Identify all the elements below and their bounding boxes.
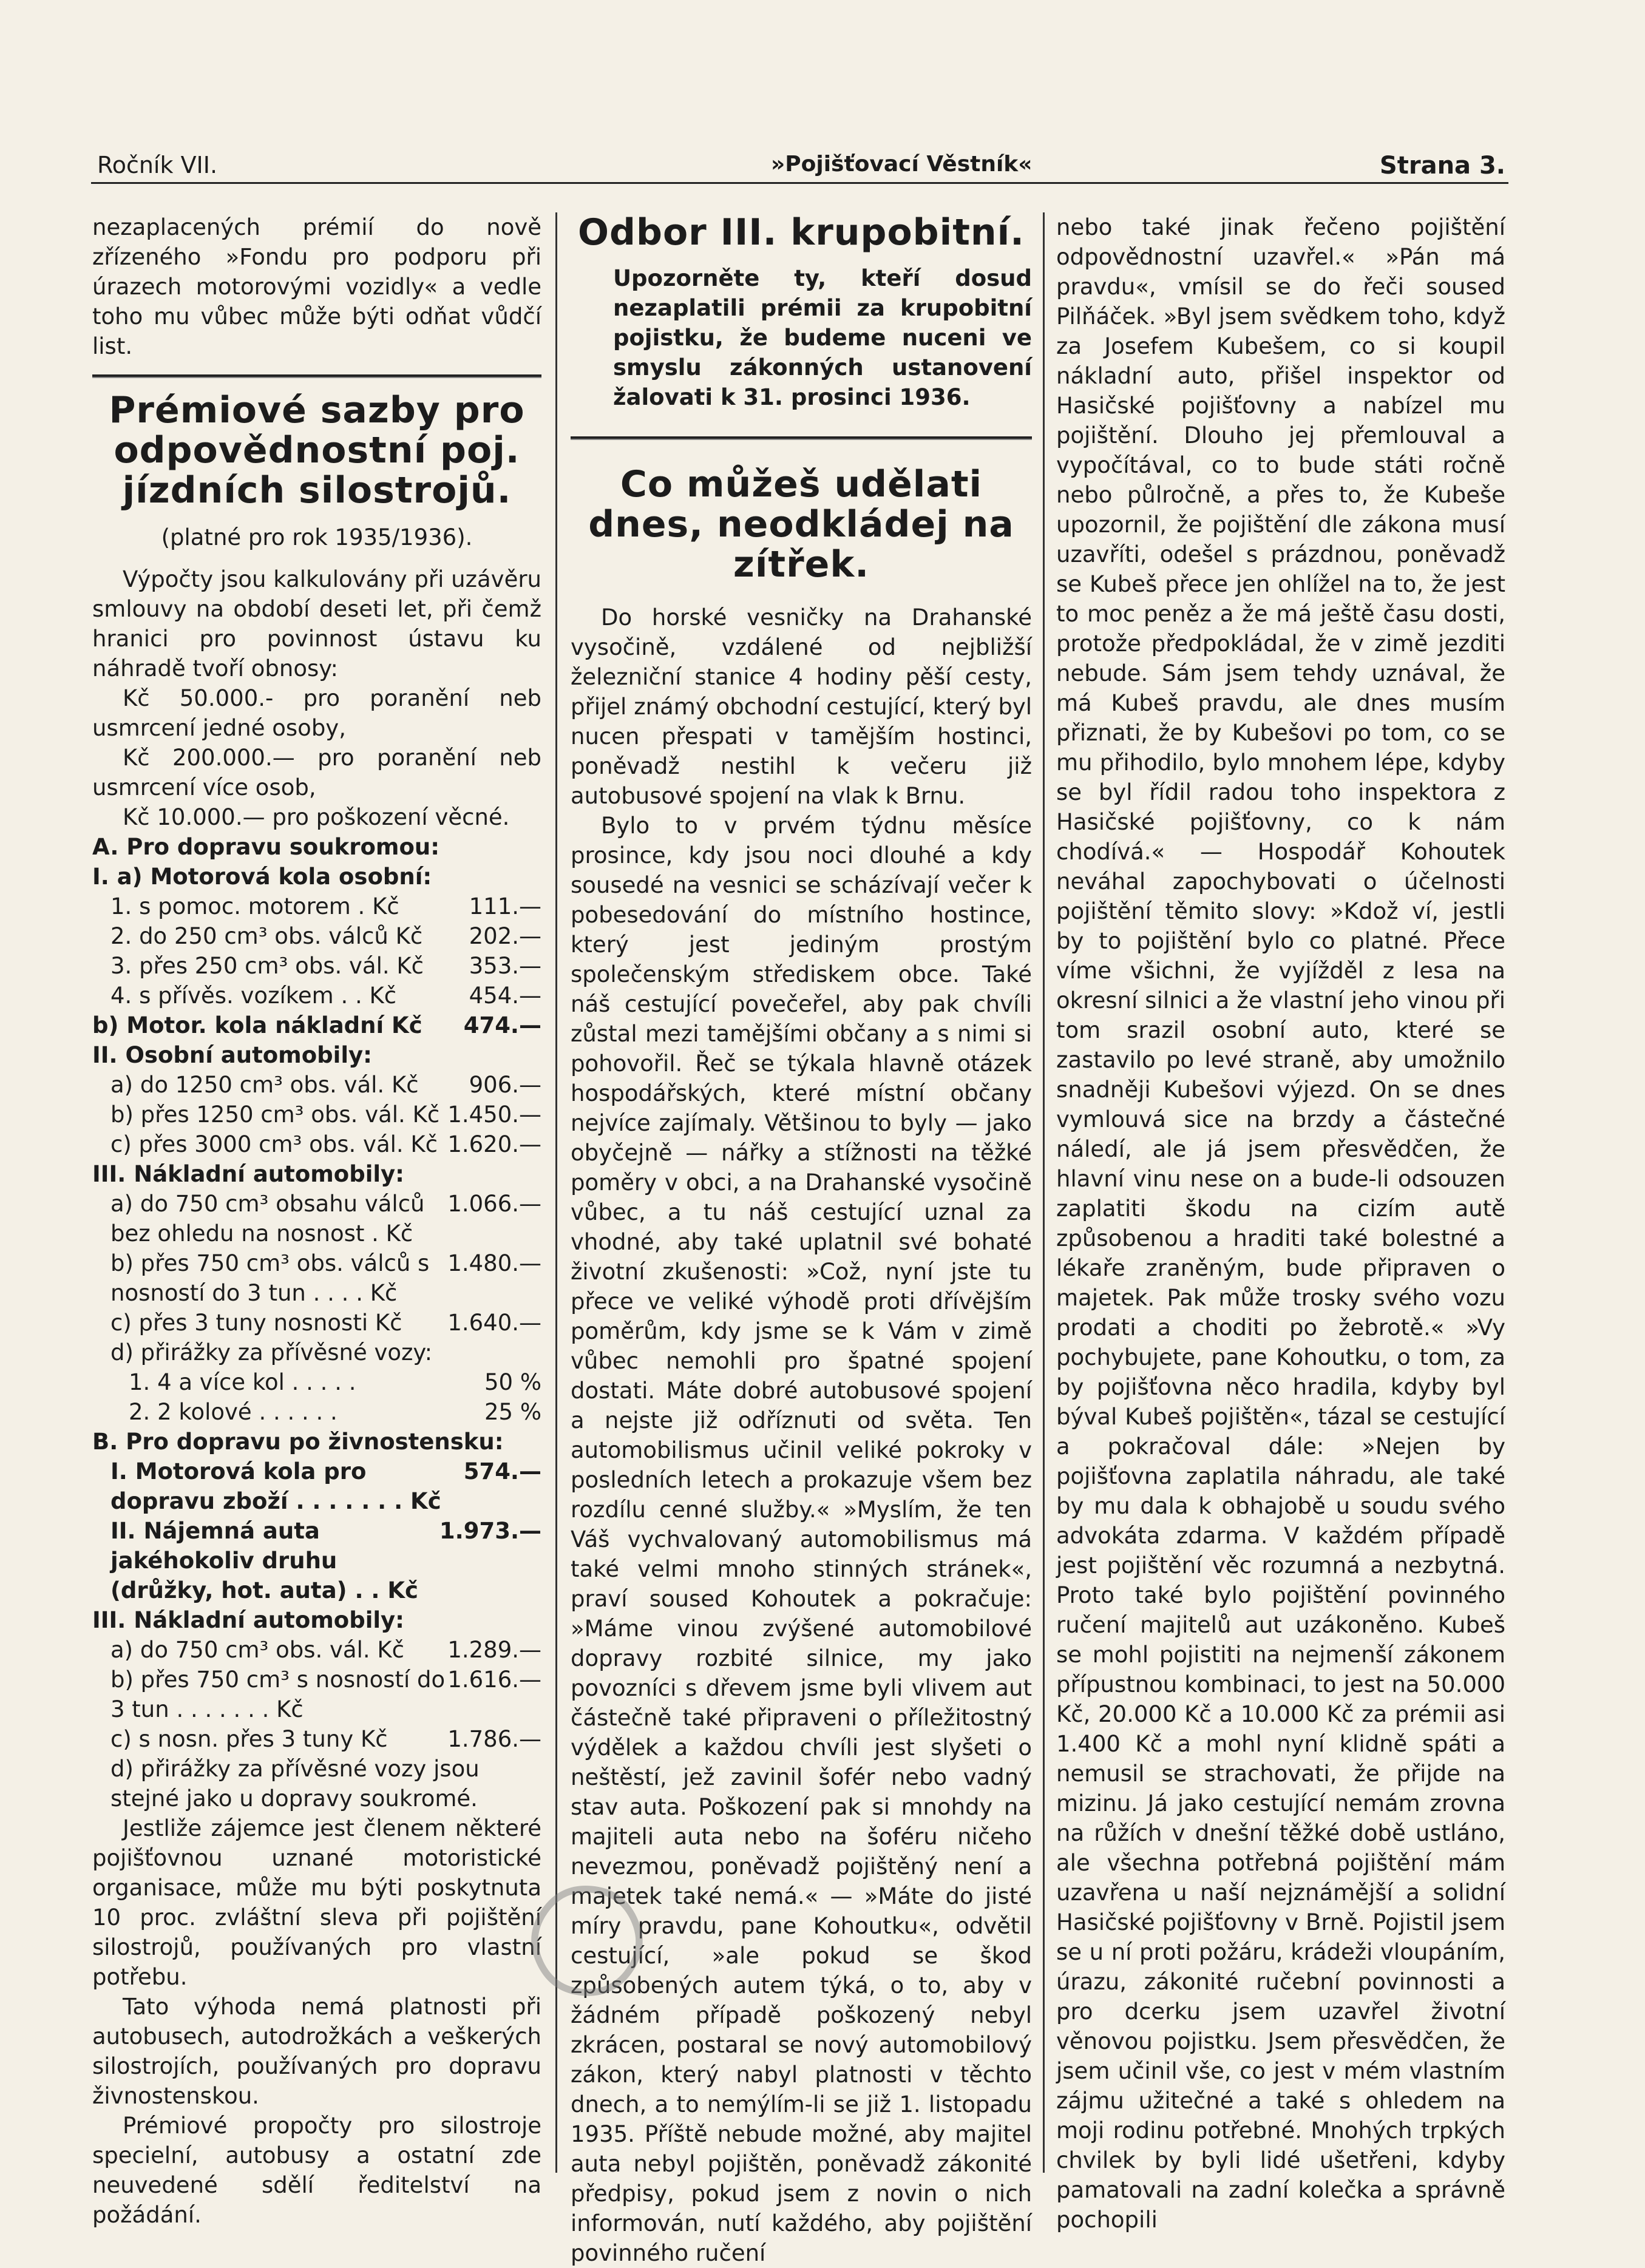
rate-label: II. Nájemná auta jakéhokoliv druhu (drůžky, hot. auta) . . Kč <box>110 1518 418 1603</box>
faint-stamp: ◯ <box>501 1849 666 2016</box>
paragraph: Do horské vesničky na Drahanské vysočině, vzdálené od nejbližší železniční stanice 4 hodiny pěší cesty, přijel známý obchodní cestující, který byl nucen přespati v tamějším hostinci, poněvadž nestihl k večeru již autobusové spojení na vlak k Brnu. <box>571 604 1032 809</box>
rate-price: 1.450.— <box>447 1102 541 1128</box>
amount-line: Kč 10.000.— pro poškození věcné. <box>123 804 510 830</box>
rate-label: b) Motor. kola nákladní Kč <box>92 1012 422 1038</box>
volume-label: Ročník VII. <box>97 152 218 178</box>
paragraph: Jestliže zájemce jest členem některé pojišťovnou uznané motoristické organisace, může mu býti poskytnuta 10 proc. zvláštní sleva při pojištění silostrojů, používaných pro vlastní potřebu. <box>92 1815 541 1990</box>
rate-price: 202.— <box>469 923 541 949</box>
rate-label: b) přes 750 cm³ s nosností do 3 tun . . . . . . . Kč <box>110 1667 446 1722</box>
rate-price: 1.973.— <box>439 1518 541 1544</box>
paragraph: nebo také jinak řečeno pojištění odpovědnostní uzavřel.« »Pán má pravdu«, vmísil se do řeči soused Pilňáček. »Byl jsem svědkem toho, když za Josefem Kubešem, co si koupil nákladní auto, přišel inspektor od Hasičské pojišťovny a nabízel mu pojištění. Dlouho jej přemlouval a vypočítával, co to bude státi ročně nebo půlročně, a přes to, že Kubeše upozornil, že pojištění dle zákona musí uzavříti, odešel s prázdnou, poněvadž se Kubeš přece jen ohlížel na to, že jest to moc peněz a že má ještě času dosti, protože předpokládal, že v zimě jezditi nebude. Sám jsem tehdy uznával, že má Kubeš pravdu, ale dnes musím přiznati, že by Kubešovi po tom, co se mu přihodilo, bylo mnohem lépe, kdyby se byl řídil radou toho inspektora z Hasičské pojišťovny, co k nám chodívá.« — Hospodář Kohoutek neváhal zapochybovati o účelnosti pojištění těmito slovy: »Kdož ví, jestli by to pojištění bylo co platné. Přece víme všichni, že vyjížděl z lesa na okresní silnici a že vlastní jeho vinou při tom srazil osobní auto, které se zastavilo po levé straně, aby umožnilo snadněji Kubešovi výjezd. On se dnes vymlouvá sice na brzdy a částečné náledí, ale já jsem přesvědčen, že hlavní vinu nese on a bude-li odsouzen zaplatiti škodu na cizím autě způsobenou a hraditi také bolestné a lékaře zraněným, bude připraven o majetek. Pak může trosky svého vozu prodati a choditi po žebrotě.« »Vy pochybujete, pane Kohoutku, o tom, za by pojišťovna něco hradila, kdyby byl býval Kubeš pojištěn«, tázal se cestující a pokračoval dále: »Nejen by pojišťovna zaplatila náhradu, ale také by mu dala k obhajobě u soudu svého advokáta zdarma. V každém případě jest pojištění věc rozumná a nezbytná. Proto také bylo pojištění povinného ručení majitelů aut uzákoněno. Kubeš se mohl pojistiti na nejmenší zákonem přípustnou kombinaci, to jest na 50.000 Kč, 20.000 Kč a 10.000 Kč za prémii asi 1.400 Kč a mohl nyní klidně spáti a nemusil se strachovati, že přijde na mizinu. Já jako cestující nemám zrovna na růžích v dnešní těžké době ustláno, ale všechna potřebná pojištění mám uzavřena u naší nejznámější a solidní Hasičské pojišťovny v Brně. Pojistil jsem se u ní proti požáru, krádeži vloupáním, úrazu, zákonité ručební povinnosti a pro dcerku jsem uzavřel životní věnovou pojistku. Jsem přesvědčen, že jsem učinil vše, co jest v mém vlastním zájmu užitečné a také s ohledem na moji rodinu potřebné. Mnohých trpkých chvilek by byli lidé ušetřeni, kdyby pamatovali na zadní kolečka a správně pochopili <box>1056 214 1505 2233</box>
rate-label: I. Motorová kola pro dopravu zboží . . . . . . . Kč <box>110 1458 441 1514</box>
rate-price: 906.— <box>469 1072 541 1098</box>
rate-label: d) přirážky za přívěsné vozy jsou stejné jako u dopravy soukromé. <box>110 1756 480 1812</box>
rate-price: 50 % <box>484 1369 541 1395</box>
column-3 <box>1056 212 1505 2235</box>
rate-label: 2. do 250 cm³ obs. válců Kč <box>110 923 423 949</box>
section-rule <box>92 374 541 378</box>
section-heading: I. a) Motorová kola osobní: <box>92 864 432 890</box>
rate-price: 1.640.— <box>447 1310 541 1336</box>
rate-label: c) s nosn. přes 3 tuny Kč <box>110 1726 388 1752</box>
journal-title: »Pojišťovací Věstník« <box>771 152 1033 177</box>
rate-price: 1.480.— <box>447 1250 541 1276</box>
section-heading: III. Nákladní automobily: <box>92 1161 404 1187</box>
column-divider <box>1043 212 1045 2173</box>
section-rule <box>571 436 1032 440</box>
rate-label: 4. s přívěs. vozíkem . . Kč <box>110 983 397 1009</box>
article-subtitle: (platné pro rok 1935/1936). <box>161 524 473 550</box>
rate-label: a) do 750 cm³ obsahu válců bez ohledu na nosnost . Kč <box>110 1191 425 1247</box>
header-rule <box>91 182 1508 184</box>
rate-label: a) do 1250 cm³ obs. vál. Kč <box>110 1072 419 1098</box>
rate-price: 1.786.— <box>447 1726 541 1752</box>
rate-price: 25 % <box>484 1399 541 1425</box>
amount-line: Kč 50.000.- pro poranění neb usmrcení jedné osoby, <box>92 685 541 741</box>
paragraph: Výpočty jsou kalkulovány při uzávěru smlouvy na období deseti let, při čemž hranici pro povinnost ústavu ku náhradě tvoří obnosy: <box>92 566 541 682</box>
rate-price: 111.— <box>469 893 541 919</box>
paragraph: nezaplacených prémií do nově zřízeného »Fondu pro podporu při úrazech motorovými vozidly« a vedle toho mu vůbec může býti odňat vůdčí list. <box>92 214 541 359</box>
rate-label: d) přirážky za přívěsné vozy: <box>110 1339 433 1366</box>
section-title: Odbor III. krupobitní. <box>578 211 1025 254</box>
rate-label: c) přes 3 tuny nosnosti Kč <box>110 1310 402 1336</box>
page-number: Strana 3. <box>1379 152 1505 180</box>
section-heading: II. Osobní automobily: <box>92 1042 372 1068</box>
paragraph: Tato výhoda nemá platnosti při autobusech, autodrožkách a veškerých silostrojích, používaných pro dopravu živnostenskou. <box>92 1994 541 2109</box>
rate-price: 1.616.— <box>447 1667 541 1693</box>
section-heading: A. Pro dopravu soukromou: <box>92 834 440 860</box>
article-title: Co můžeš udělati dnes, neodkládej na zítřek. <box>588 463 1014 586</box>
paragraph: Prémiové propočty pro silostroje specielní, autobusy a ostatní zde neuvedené sdělí ředitelství na požádání. <box>92 2113 541 2228</box>
rate-label: 3. přes 250 cm³ obs. vál. Kč <box>110 953 424 979</box>
section-heading: III. Nákladní automobily: <box>92 1607 404 1633</box>
rate-price: 1.066.— <box>447 1191 541 1217</box>
column-1 <box>92 212 541 2230</box>
rate-price: 353.— <box>469 953 541 979</box>
rate-price: 1.620.— <box>447 1131 541 1157</box>
rate-label: c) přes 3000 cm³ obs. vál. Kč <box>110 1131 438 1157</box>
paragraph: Bylo to v prvém týdnu měsíce prosince, kdy jsou noci dlouhé a kdy sousedé na vesnici se scházívají večer k pobesedování do místního hostince, který jest jediným prostým společenským střediskem obce. Také náš cestující povečeřel, aby pak chvíli zůstal mezi tamějšími občany a s nimi si pohovořil. Řeč se týkala hlavně otázek hospodářských, které místní občany nejvíce zajímaly. Většinou to byly — jako obyčejně — nářky a stížnosti na těžké poměry v obci, a na Drahanské vysočině vůbec, a tu náš cestující uznal za vhodné, aby také uplatnil své bohaté životní zkušenosti: »Což, nyní jste tu přece ve veliké výhodě proti dřívějším poměrům, kdy jsme se k Vám v zimě vůbec nemohli pro špatné spojení dostati. Máte dobré autobusové spojení a nejste již odříznuti od světa. Ten automobilismus učinil veliké pokroky v posledních letech a prokazuje všem bez rozdílu cenné služby.« »Myslím, že ten Váš vychvalovaný automobilismus má také velmi mnoho stinných stránek«, praví soused Kohoutek a pokračuje: »Máme vinou zvýšené automobilové dopravy rozbité silnice, my jako povozníci s dřevem jsme byli vlivem aut částečně také připraveni o příležitostný výdělek a každou chvíli jest slyšeti o neštěstí, jež zavinil šofér nebo vadný stav auta. Poškození pak si mnohdy na majiteli auta nebo na šoféru ničeho nevezmou, poněvadž pojištěný není a majetek také nemá.« — »Máte do jisté míry pravdu, pane Kohoutku«, odvětil cestující, »ale pokud se škod způsobených autem týká, o to, aby v žádném případě poškozený nebyl zkrácen, postaral se nový automobilový zákon, který nabyl platnosti v těchto dnech, a to nemýlím-li se již 1. listopadu 1935. Příště nebude možné, aby majitel auta nebyl pojištěn, poněvadž zákonité předpisy, pokud jsem z novin o nich informován, nutí každého, aby pojištění povinného ručení <box>571 813 1032 2266</box>
amount-line: Kč 200.000.— pro poranění neb usmrcení více osob, <box>92 745 541 801</box>
rate-label: b) přes 1250 cm³ obs. vál. Kč <box>110 1102 440 1128</box>
rate-label: a) do 750 cm³ obs. vál. Kč <box>110 1637 405 1663</box>
rate-price: 474.— <box>463 1012 541 1038</box>
rate-price: 454.— <box>469 983 541 1009</box>
running-header <box>91 152 1505 182</box>
rate-label: 1. 4 a více kol . . . . . <box>129 1369 356 1395</box>
notice: Upozorněte ty, kteří dosud nezaplatili prémii za krupobitní pojistku, že budeme nuceni ve smyslu zákonných ustanovení žalovati k 31. prosinci 1936. <box>613 265 1032 410</box>
rate-price: 1.289.— <box>447 1637 541 1663</box>
rate-label: 1. s pomoc. motorem . Kč <box>110 893 399 919</box>
article-title: Prémiové sazby pro odpovědnostní poj. jízdních silostrojů. <box>109 389 525 512</box>
rate-label: 2. 2 kolové . . . . . . <box>129 1399 337 1425</box>
rate-label: b) přes 750 cm³ obs. válců s nosností do 3 tun . . . . Kč <box>110 1250 430 1306</box>
rate-price: 574.— <box>463 1458 541 1484</box>
section-heading: B. Pro dopravu po živnostensku: <box>92 1429 504 1455</box>
